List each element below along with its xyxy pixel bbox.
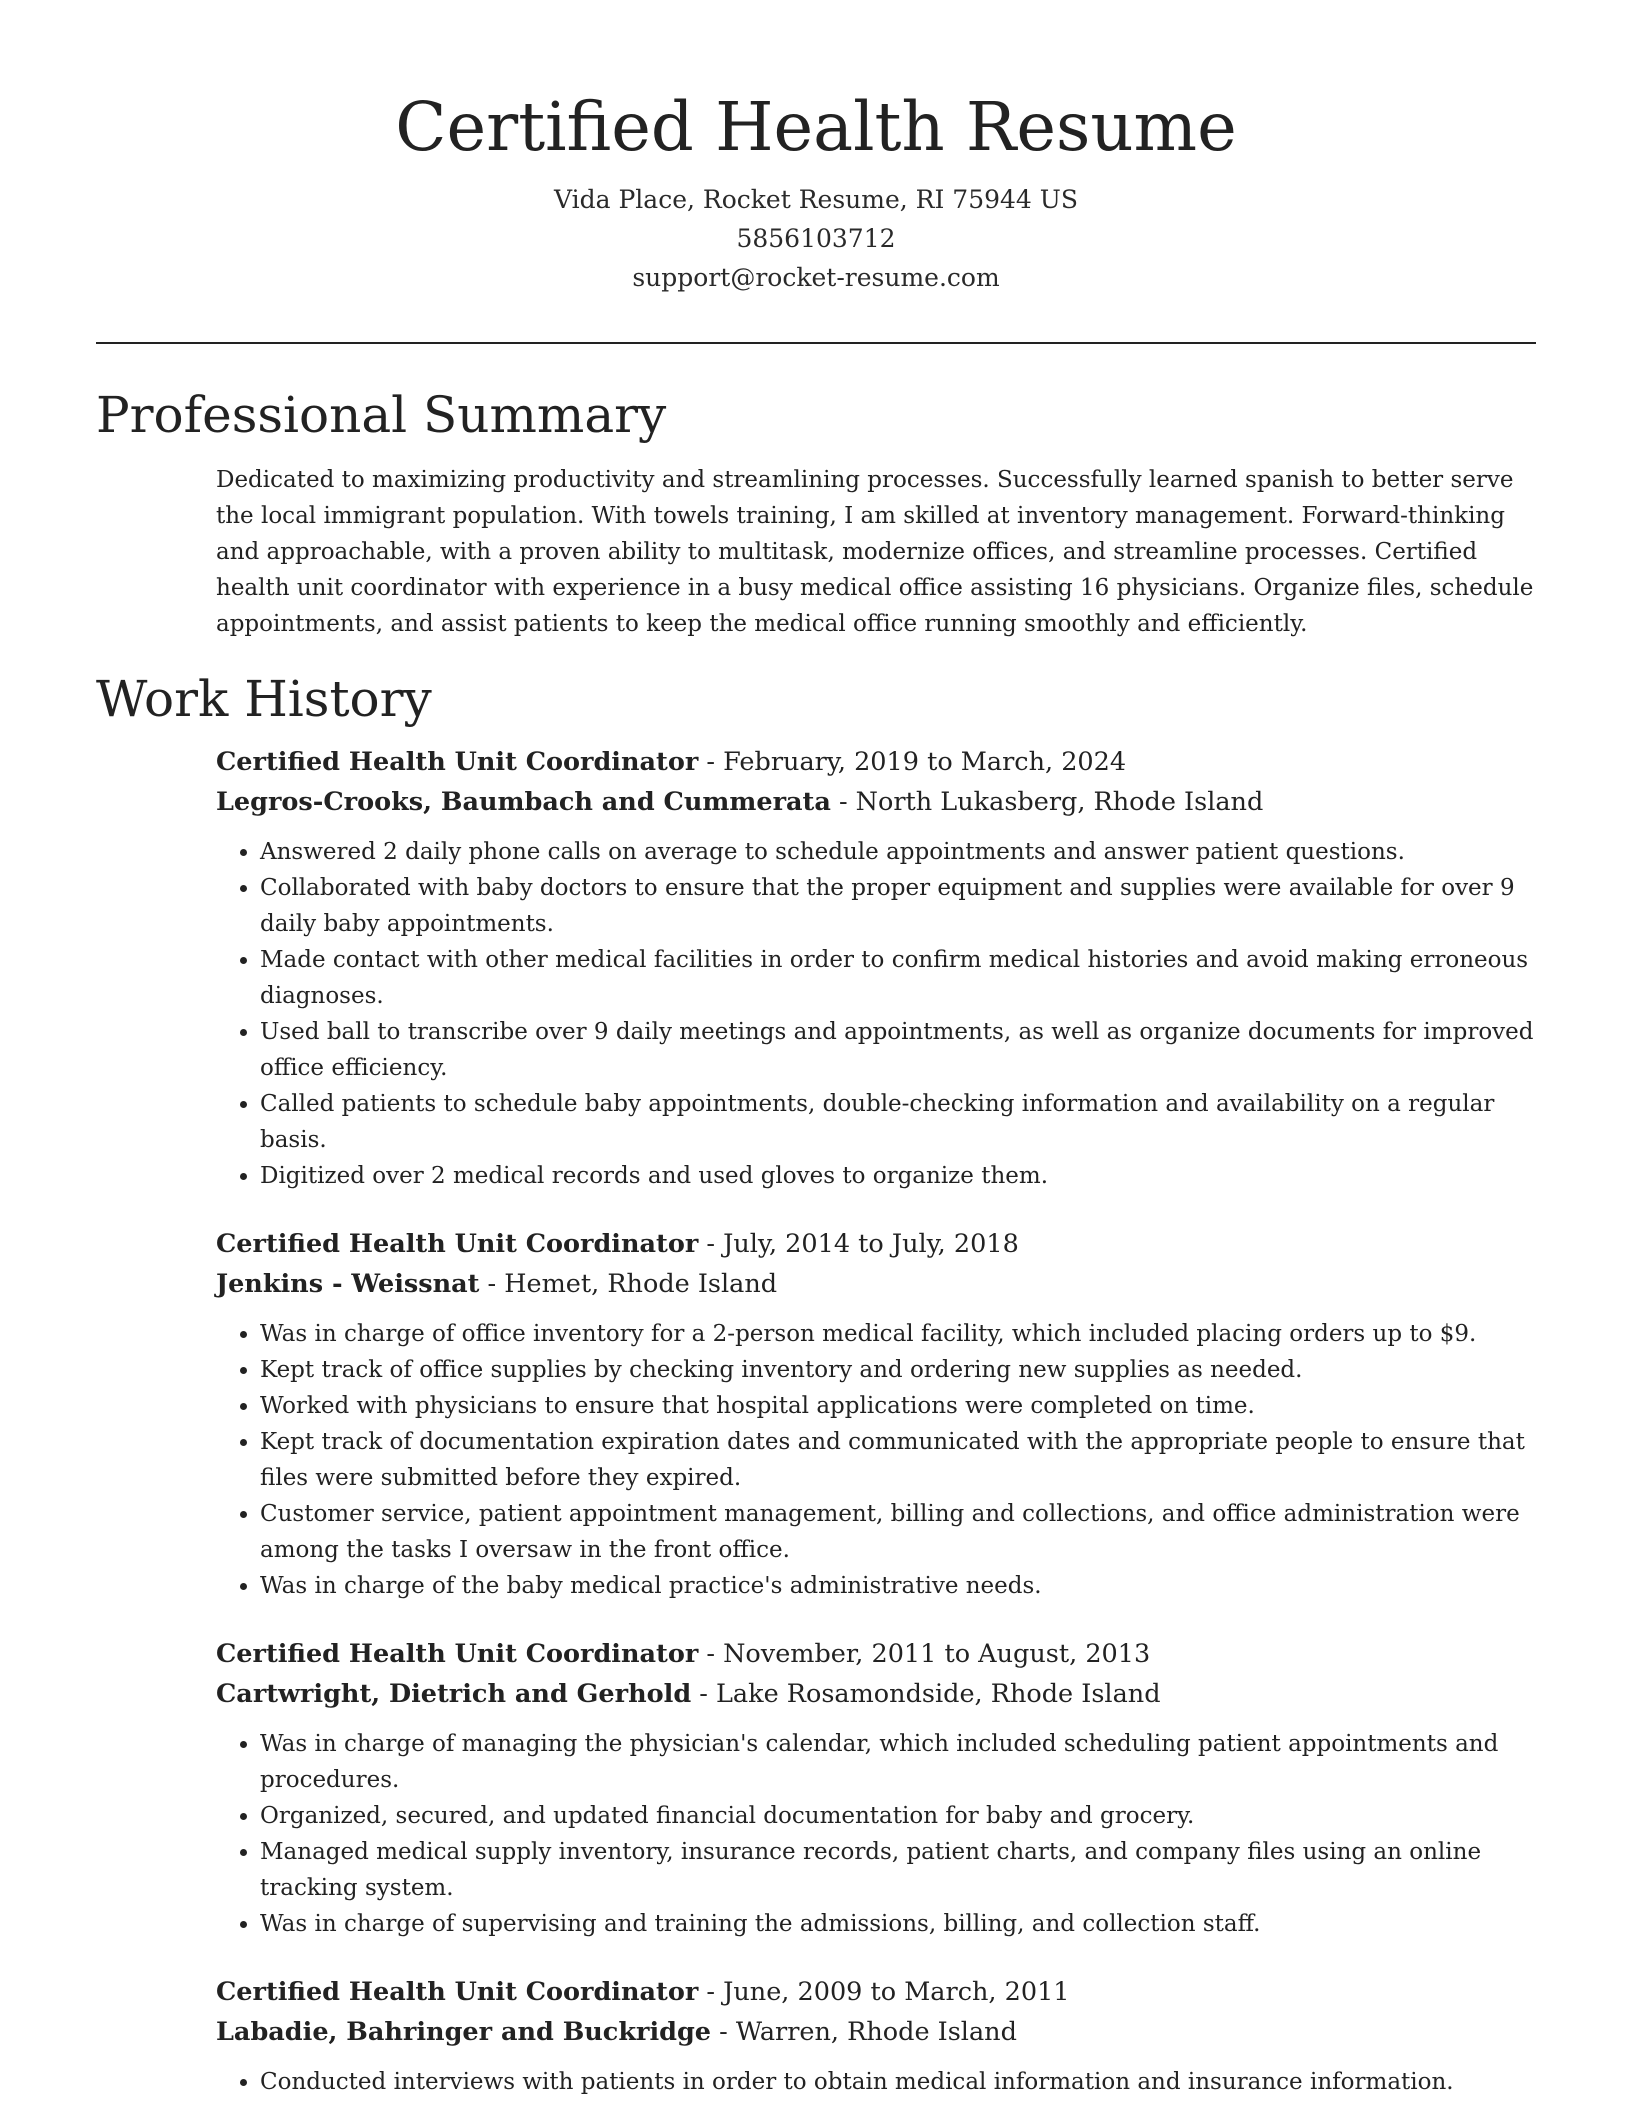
job-list (96, 742, 1536, 2100)
job-company: Jenkins - Weissnat (216, 1269, 480, 1299)
work-history-section (96, 664, 1536, 2100)
professional-summary-section (96, 380, 1536, 642)
job-location: - Hemet, Rhode Island (479, 1269, 778, 1299)
job-title: Certified Health Unit Coordinator (216, 1229, 699, 1259)
list-item: • Organized, secured, and updated financial documentation for baby and grocery. (260, 1798, 1536, 1834)
list-item: • Digitized over 2 medical records and used gloves to organize them. (260, 1158, 1536, 1194)
job-duties-list (216, 1726, 1536, 1942)
list-item: • Kept track of documentation expiration dates and communicated with the appropriate people to ensure that files were submitted before they expired. (260, 1424, 1536, 1496)
job-company-row (216, 782, 1536, 822)
list-item: • Conducted interviews with patients in order to obtain medical information and insurance information. (260, 2064, 1536, 2100)
resume-name: Certified Health Resume (395, 88, 1237, 166)
list-item: • Was in charge of office inventory for a 2-person medical facility, which included placing orders up to $9. (260, 1316, 1536, 1352)
job-company: Labadie, Bahringer and Buckridge (216, 2017, 712, 2047)
job-dates: - February, 2019 to March, 2024 (698, 747, 1127, 777)
list-item: • Made contact with other medical facilities in order to confirm medical histories and avoid making erroneous diagnoses. (260, 942, 1536, 1014)
job-entry (216, 1972, 1536, 2100)
job-dates: - November, 2011 to August, 2013 (698, 1639, 1151, 1669)
job-company: Cartwright, Dietrich and Gerhold (216, 1679, 692, 1709)
job-title-row (216, 1634, 1536, 1674)
contact-email: support@rocket-resume.com (632, 263, 1000, 292)
job-duties-list (216, 2064, 1536, 2100)
list-item: • Worked with physicians to ensure that hospital applications were completed on time. (260, 1388, 1536, 1424)
job-location: - North Lukasberg, Rhode Island (830, 787, 1264, 817)
section-title-work-history: Work History (96, 670, 432, 728)
job-entry (216, 1634, 1536, 1942)
summary-text: Dedicated to maximizing productivity and streamlining processes. Successfully learned spanish to better serve the local immigrant population. With towels training, I am skilled at inventory management. Forward-thinking and approachable, with a proven ability to multitask, modernize offices, and streamline processes. Certified health unit coordinator with experience in a busy medical office assisting 16 physicians. Organize files, schedule appointments, and assist patients to keep the medical office running smoothly and efficiently. (216, 467, 1534, 637)
job-title: Certified Health Unit Coordinator (216, 1639, 699, 1669)
job-location: - Warren, Rhode Island (711, 2017, 1017, 2047)
job-dates: - July, 2014 to July, 2018 (698, 1229, 1019, 1259)
list-item: • Customer service, patient appointment management, billing and collections, and office administration were among the tasks I oversaw in the front office. (260, 1496, 1536, 1568)
job-title-row (216, 742, 1536, 782)
list-item: • Answered 2 daily phone calls on average to schedule appointments and answer patient questions. (260, 834, 1536, 870)
resume-header (0, 0, 1632, 297)
job-title-row (216, 1972, 1536, 2012)
resume-body (96, 380, 1536, 2100)
list-item: • Was in charge of supervising and training the admissions, billing, and collection staff. (260, 1906, 1536, 1942)
list-item: • Was in charge of the baby medical practice's administrative needs. (260, 1568, 1536, 1604)
list-item: • Kept track of office supplies by checking inventory and ordering new supplies as needed. (260, 1352, 1536, 1388)
list-item: • Collaborated with baby doctors to ensure that the proper equipment and supplies were available for over 9 daily baby appointments. (260, 870, 1536, 942)
job-company: Legros-Crooks, Baumbach and Cummerata (216, 787, 831, 817)
job-duties-list (216, 1316, 1536, 1604)
job-entry (216, 742, 1536, 1194)
job-title: Certified Health Unit Coordinator (216, 747, 699, 777)
section-title-summary: Professional Summary (96, 386, 667, 444)
list-item: • Used ball to transcribe over 9 daily meetings and appointments, as well as organize documents for improved office efficiency. (260, 1014, 1536, 1086)
header-divider (96, 342, 1536, 344)
job-company-row (216, 2012, 1536, 2052)
list-item: • Called patients to schedule baby appointments, double-checking information and availability on a regular basis. (260, 1086, 1536, 1158)
job-title: Certified Health Unit Coordinator (216, 1977, 699, 2007)
job-company-row (216, 1674, 1536, 1714)
list-item: • Was in charge of managing the physician's calendar, which included scheduling patient appointments and procedures. (260, 1726, 1536, 1798)
job-entry (216, 1224, 1536, 1604)
job-company-row (216, 1264, 1536, 1304)
job-dates: - June, 2009 to March, 2011 (698, 1977, 1070, 2007)
job-location: - Lake Rosamondside, Rhode Island (691, 1679, 1161, 1709)
contact-info (0, 180, 1632, 297)
list-item: • Managed medical supply inventory, insurance records, patient charts, and company files using an online tracking system. (260, 1834, 1536, 1906)
job-title-row (216, 1224, 1536, 1264)
contact-address: Vida Place, Rocket Resume, RI 75944 US (554, 185, 1078, 214)
job-duties-list (216, 834, 1536, 1194)
contact-phone: 5856103712 (736, 224, 896, 253)
